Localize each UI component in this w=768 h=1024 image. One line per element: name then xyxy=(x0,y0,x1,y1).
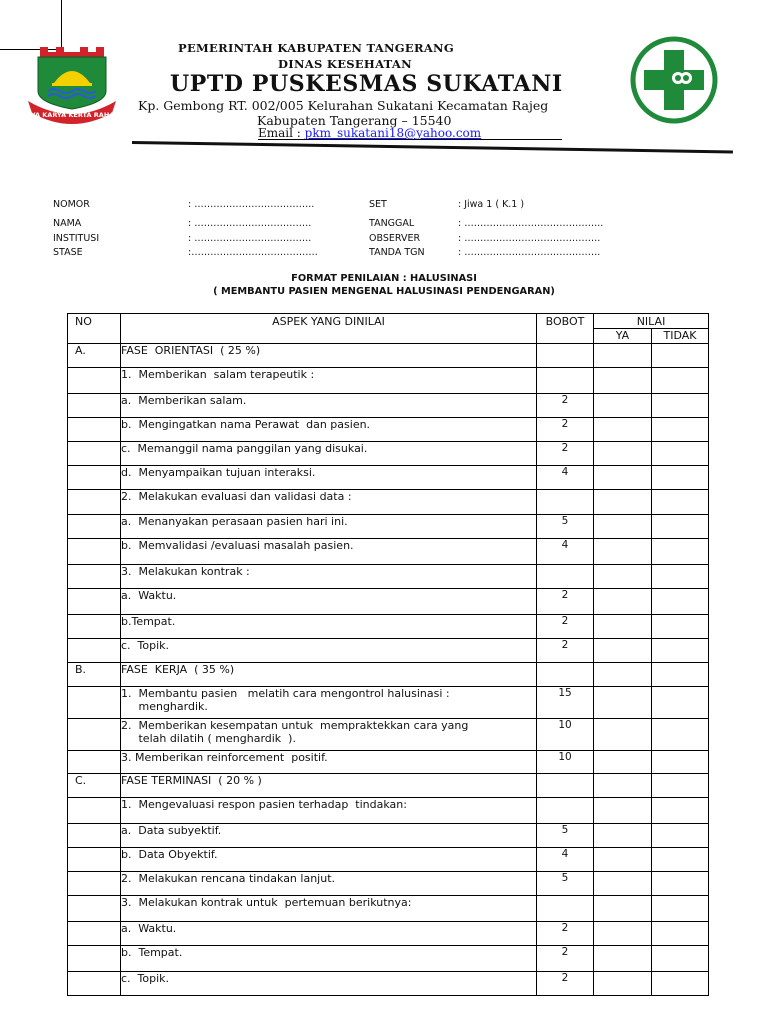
email-link[interactable]: pkm_sukatani18@yahoo.com xyxy=(304,126,482,140)
form-subtitle: ( MEMBANTU PASIEN MENGENAL HALUSINASI PENDENGARAN) xyxy=(213,286,555,297)
row-tidak-cell[interactable] xyxy=(652,490,709,515)
row-aspek xyxy=(121,490,537,515)
row-tidak-cell[interactable] xyxy=(652,639,709,663)
row-aspek xyxy=(121,639,537,663)
info-institusi-value: : ………………………………. xyxy=(188,233,312,244)
row-tidak-cell[interactable] xyxy=(652,565,709,589)
info-stase-label: STASE xyxy=(53,247,83,258)
info-tanda-tgn-value: : ……………………………………. xyxy=(458,247,601,258)
table-row xyxy=(68,368,709,394)
row-aspek-text: a. Data subyektif. xyxy=(121,824,222,837)
row-aspek-text: 2. Melakukan rencana tindakan lanjut. xyxy=(121,872,336,885)
row-ya-cell[interactable] xyxy=(594,490,652,515)
table-row xyxy=(68,798,709,824)
header-title: UPTD PUSKESMAS SUKATANI xyxy=(170,71,563,97)
info-tanggal-label: TANGGAL xyxy=(369,218,415,229)
row-bobot: 15 xyxy=(537,687,594,719)
row-aspek-text: c. Topik. xyxy=(121,972,170,985)
info-observer-value: : ……………………………………. xyxy=(458,233,601,244)
row-bobot: 2 xyxy=(537,922,594,946)
row-aspek xyxy=(121,589,537,615)
row-tidak-cell[interactable] xyxy=(652,824,709,848)
info-stase-value: :…………………………………. xyxy=(188,247,318,258)
row-aspek-text: a. Menanyakan perasaan pasien hari ini. xyxy=(121,515,348,528)
info-tanda-tgn-label: TANDA TGN xyxy=(369,247,425,258)
table-row xyxy=(68,872,709,896)
tangerang-crest-logo xyxy=(17,43,127,128)
row-no xyxy=(68,687,121,719)
header-government: PEMERINTAH KABUPATEN TANGERANG xyxy=(178,41,454,55)
row-no xyxy=(68,824,121,848)
row-tidak-cell[interactable] xyxy=(652,774,709,798)
row-ya-cell[interactable] xyxy=(594,466,652,490)
row-bobot: 2 xyxy=(537,418,594,442)
row-aspek-text: 3. Memberikan reinforcement positif. xyxy=(121,751,328,764)
row-ya-cell[interactable] xyxy=(594,539,652,565)
row-aspek xyxy=(121,539,537,565)
row-tidak-cell[interactable] xyxy=(652,466,709,490)
row-aspek xyxy=(121,442,537,466)
row-aspek xyxy=(121,368,537,394)
table-row xyxy=(68,848,709,872)
row-no xyxy=(68,394,121,418)
header-address-1: Kp. Gembong RT. 002/005 Kelurahan Sukatani Kecamatan Rajeg xyxy=(138,98,549,113)
row-no xyxy=(68,539,121,565)
row-bobot: 2 xyxy=(537,589,594,615)
assessment-table xyxy=(67,313,709,996)
header-aspek: ASPEK YANG DINILAI xyxy=(121,314,537,344)
row-aspek xyxy=(121,972,537,996)
row-no xyxy=(68,490,121,515)
row-tidak-cell[interactable] xyxy=(652,848,709,872)
row-bobot: 10 xyxy=(537,751,594,774)
row-aspek xyxy=(121,798,537,824)
row-ya-cell[interactable] xyxy=(594,719,652,751)
row-bobot: 4 xyxy=(537,848,594,872)
row-bobot xyxy=(537,368,594,394)
row-bobot: 10 xyxy=(537,719,594,751)
row-tidak-cell[interactable] xyxy=(652,719,709,751)
header-nilai: NILAI xyxy=(594,314,709,329)
form-title: FORMAT PENILAIAN : HALUSINASI xyxy=(291,273,477,284)
table-row xyxy=(68,589,709,615)
info-set-value: : Jiwa 1 ( K.1 ) xyxy=(458,199,525,210)
row-aspek-text: a. Waktu. xyxy=(121,922,177,935)
row-bobot: 4 xyxy=(537,466,594,490)
header-no: NO xyxy=(68,314,121,344)
table-row xyxy=(68,418,709,442)
row-aspek-text: 2. Memberikan kesempatan untuk mempraktekkan cara yang xyxy=(121,719,469,732)
row-aspek-text: 2. Melakukan evaluasi dan validasi data : xyxy=(121,490,352,503)
table-row xyxy=(68,824,709,848)
row-ya-cell[interactable] xyxy=(594,639,652,663)
row-aspek xyxy=(121,896,537,922)
row-ya-cell[interactable] xyxy=(594,922,652,946)
row-bobot: 2 xyxy=(537,639,594,663)
row-ya-cell[interactable] xyxy=(594,798,652,824)
info-nomor-value: : ……………………………….. xyxy=(188,199,315,210)
row-bobot: 2 xyxy=(537,946,594,972)
row-bobot: 2 xyxy=(537,442,594,466)
table-row xyxy=(68,972,709,996)
row-aspek xyxy=(121,663,537,687)
row-tidak-cell[interactable] xyxy=(652,663,709,687)
email-label: Email : xyxy=(258,126,305,140)
row-ya-cell[interactable] xyxy=(594,774,652,798)
row-tidak-cell[interactable] xyxy=(652,946,709,972)
header-ya: YA xyxy=(594,329,652,344)
row-aspek-text: a. Waktu. xyxy=(121,589,177,602)
row-tidak-cell[interactable] xyxy=(652,798,709,824)
row-aspek-text: b. Data Obyektif. xyxy=(121,848,218,861)
row-aspek xyxy=(121,515,537,539)
table-row xyxy=(68,896,709,922)
row-no xyxy=(68,848,121,872)
header-department: DINAS KESEHATAN xyxy=(278,57,412,71)
row-aspek-text: 1. Memberikan salam terapeutik : xyxy=(121,368,315,381)
row-tidak-cell[interactable] xyxy=(652,896,709,922)
table-row xyxy=(68,946,709,972)
row-no xyxy=(68,466,121,490)
row-ya-cell[interactable] xyxy=(594,615,652,639)
info-tanggal-value: : …………………………………….. xyxy=(458,218,604,229)
row-tidak-cell[interactable] xyxy=(652,442,709,466)
row-no xyxy=(68,719,121,751)
row-aspek-text: 1. Membantu pasien melatih cara mengontrol halusinasi : xyxy=(121,687,450,700)
row-tidak-cell[interactable] xyxy=(652,589,709,615)
row-tidak-cell[interactable] xyxy=(652,687,709,719)
row-ya-cell[interactable] xyxy=(594,394,652,418)
row-no: C. xyxy=(68,774,121,798)
row-bobot: 4 xyxy=(537,539,594,565)
row-tidak-cell[interactable] xyxy=(652,344,709,368)
table-row xyxy=(68,751,709,774)
row-no xyxy=(68,418,121,442)
info-set-label: SET xyxy=(369,199,387,210)
row-aspek xyxy=(121,565,537,589)
row-tidak-cell[interactable] xyxy=(652,615,709,639)
row-tidak-cell[interactable] xyxy=(652,368,709,394)
row-aspek xyxy=(121,774,537,798)
table-row xyxy=(68,639,709,663)
row-aspek-text-cont: menghardik. xyxy=(121,700,208,713)
row-aspek xyxy=(121,418,537,442)
table-row xyxy=(68,466,709,490)
row-no xyxy=(68,922,121,946)
row-ya-cell[interactable] xyxy=(594,442,652,466)
crest-motto: SATYA KARYA KERTA RAHARJA xyxy=(17,111,127,119)
row-ya-cell[interactable] xyxy=(594,946,652,972)
row-aspek xyxy=(121,615,537,639)
row-aspek xyxy=(121,872,537,896)
row-tidak-cell[interactable] xyxy=(652,751,709,774)
table-row xyxy=(68,663,709,687)
header-address-2: Kabupaten Tangerang – 15540 xyxy=(257,113,452,128)
row-no xyxy=(68,639,121,663)
row-aspek xyxy=(121,719,537,751)
header-rule-thick xyxy=(132,141,733,153)
table-row xyxy=(68,515,709,539)
row-aspek xyxy=(121,751,537,774)
row-aspek xyxy=(121,687,537,719)
table-row xyxy=(68,490,709,515)
row-ya-cell[interactable] xyxy=(594,565,652,589)
row-aspek-text: 3. Melakukan kontrak untuk pertemuan berikutnya: xyxy=(121,896,412,909)
header-rule-thin xyxy=(258,139,562,140)
row-tidak-cell[interactable] xyxy=(652,539,709,565)
row-bobot: 5 xyxy=(537,515,594,539)
row-tidak-cell[interactable] xyxy=(652,394,709,418)
row-aspek-text: b. Tempat. xyxy=(121,946,183,959)
row-aspek-text: c. Memanggil nama panggilan yang disukai. xyxy=(121,442,368,455)
row-aspek-text: a. Memberikan salam. xyxy=(121,394,247,407)
row-ya-cell[interactable] xyxy=(594,589,652,615)
info-nomor-label: NOMOR xyxy=(53,199,90,210)
row-ya-cell[interactable] xyxy=(594,848,652,872)
header-email-line xyxy=(258,126,481,140)
row-no xyxy=(68,896,121,922)
header-tidak: TIDAK xyxy=(652,329,709,344)
table-row xyxy=(68,922,709,946)
row-aspek xyxy=(121,946,537,972)
row-ya-cell[interactable] xyxy=(594,824,652,848)
row-bobot xyxy=(537,663,594,687)
row-aspek-text: c. Topik. xyxy=(121,639,170,652)
info-institusi-label: INSTITUSI xyxy=(53,233,100,244)
row-bobot xyxy=(537,798,594,824)
table-row xyxy=(68,344,709,368)
row-no xyxy=(68,589,121,615)
row-tidak-cell[interactable] xyxy=(652,922,709,946)
row-ya-cell[interactable] xyxy=(594,418,652,442)
info-observer-label: OBSERVER xyxy=(369,233,421,244)
row-ya-cell[interactable] xyxy=(594,663,652,687)
row-aspek-text: FASE TERMINASI ( 20 % ) xyxy=(121,774,262,787)
row-aspek-text: b.Tempat. xyxy=(121,615,176,628)
row-bobot xyxy=(537,774,594,798)
row-no xyxy=(68,615,121,639)
row-bobot xyxy=(537,344,594,368)
row-no xyxy=(68,798,121,824)
row-aspek xyxy=(121,466,537,490)
row-no xyxy=(68,946,121,972)
row-aspek-text: 1. Mengevaluasi respon pasien terhadap tindakan: xyxy=(121,798,407,811)
row-aspek xyxy=(121,824,537,848)
table-row xyxy=(68,719,709,751)
row-aspek xyxy=(121,848,537,872)
row-ya-cell[interactable] xyxy=(594,368,652,394)
row-ya-cell[interactable] xyxy=(594,344,652,368)
table-row xyxy=(68,615,709,639)
row-no: B. xyxy=(68,663,121,687)
row-ya-cell[interactable] xyxy=(594,751,652,774)
info-nama-value: : ………………………………. xyxy=(188,218,312,229)
row-no xyxy=(68,872,121,896)
row-aspek-text-cont: telah dilatih ( menghardik ). xyxy=(121,732,296,745)
row-aspek xyxy=(121,394,537,418)
row-bobot: 5 xyxy=(537,824,594,848)
row-aspek xyxy=(121,344,537,368)
row-ya-cell[interactable] xyxy=(594,896,652,922)
row-aspek-text: d. Menyampaikan tujuan interaksi. xyxy=(121,466,316,479)
table-header-row xyxy=(68,314,709,329)
puskesmas-logo xyxy=(630,36,718,124)
table-row xyxy=(68,774,709,798)
row-ya-cell[interactable] xyxy=(594,972,652,996)
row-bobot: 5 xyxy=(537,872,594,896)
table-row xyxy=(68,442,709,466)
row-no xyxy=(68,442,121,466)
row-tidak-cell[interactable] xyxy=(652,418,709,442)
table-row xyxy=(68,539,709,565)
header-bobot: BOBOT xyxy=(537,314,594,344)
table-row xyxy=(68,687,709,719)
row-bobot: 2 xyxy=(537,394,594,418)
row-tidak-cell[interactable] xyxy=(652,872,709,896)
row-no xyxy=(68,972,121,996)
table-row xyxy=(68,394,709,418)
row-no: A. xyxy=(68,344,121,368)
row-bobot xyxy=(537,565,594,589)
row-bobot xyxy=(537,896,594,922)
row-no xyxy=(68,515,121,539)
row-aspek-text: FASE ORIENTASI ( 25 %) xyxy=(121,344,261,357)
row-bobot: 2 xyxy=(537,615,594,639)
row-aspek-text: b. Mengingatkan nama Perawat dan pasien. xyxy=(121,418,371,431)
row-no xyxy=(68,751,121,774)
row-no xyxy=(68,565,121,589)
row-no xyxy=(68,368,121,394)
row-ya-cell[interactable] xyxy=(594,872,652,896)
row-bobot: 2 xyxy=(537,972,594,996)
table-row xyxy=(68,565,709,589)
row-aspek-text: 3. Melakukan kontrak : xyxy=(121,565,250,578)
info-nama-label: NAMA xyxy=(53,218,82,229)
row-aspek-text: b. Memvalidasi /evaluasi masalah pasien. xyxy=(121,539,354,552)
row-tidak-cell[interactable] xyxy=(652,972,709,996)
row-ya-cell[interactable] xyxy=(594,687,652,719)
row-tidak-cell[interactable] xyxy=(652,515,709,539)
row-aspek xyxy=(121,922,537,946)
row-aspek-text: FASE KERJA ( 35 %) xyxy=(121,663,235,676)
row-bobot xyxy=(537,490,594,515)
row-ya-cell[interactable] xyxy=(594,515,652,539)
